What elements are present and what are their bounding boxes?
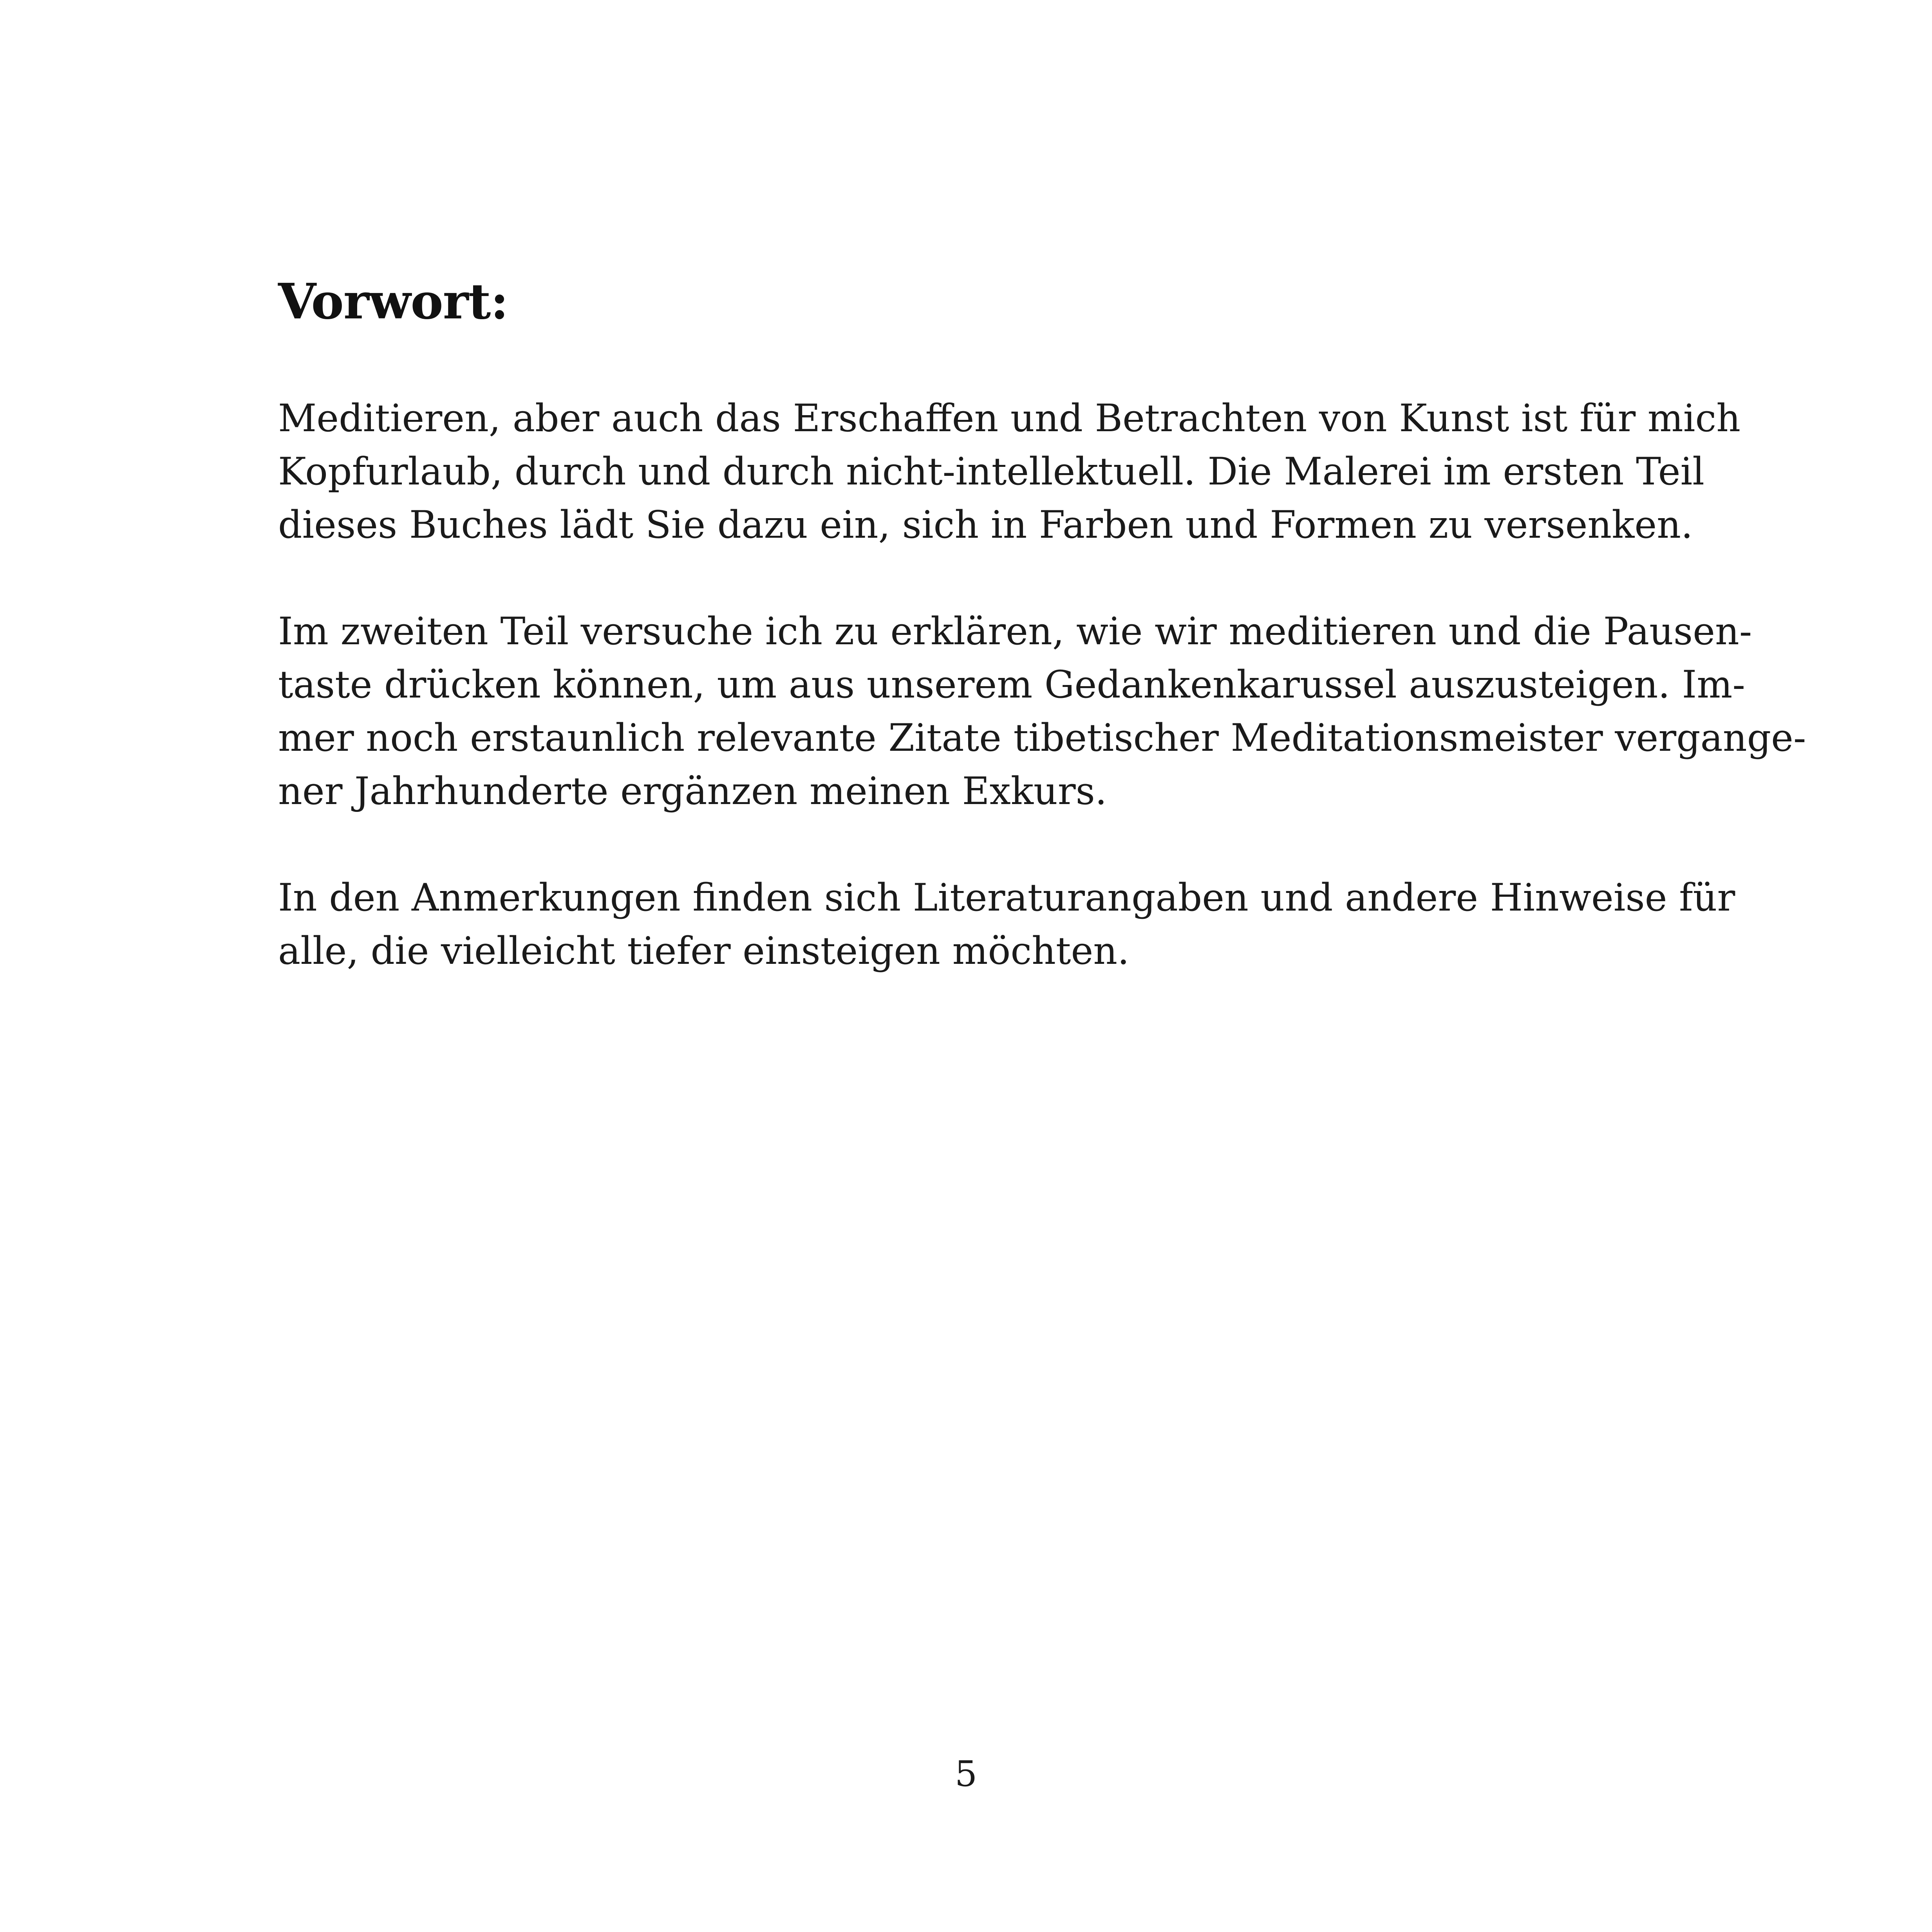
text-line: taste drücken können, um aus unserem Gedankenkarussel auszusteigen. Im- [278,663,1745,707]
page-content [278,270,1806,1031]
text-line: Kopfurlaub, durch und durch nicht-intellektuell. Die Malerei im ersten Teil [278,450,1704,493]
paragraph-1 [278,392,1741,551]
page-number: 5 [954,1753,978,1795]
text-line: ner Jahrhunderte ergänzen meinen Exkurs. [278,769,1107,813]
text-line: Im zweiten Teil versuche ich zu erklären, wie wir meditieren und die Pausen- [278,609,1752,653]
text-line: In den Anmerkungen finden sich Literaturangaben und andere Hinweise für [278,876,1735,920]
paragraph-3 [278,871,1735,978]
paragraph-2 [278,605,1806,818]
text-line: mer noch erstaunlich relevante Zitate tibetischer Meditationsmeister vergange- [278,716,1806,760]
page-title: Vorwort: [278,273,508,330]
text-line: dieses Buches lädt Sie dazu ein, sich in Farben und Formen zu versenken. [278,503,1693,547]
text-line: alle, die vielleicht tiefer einsteigen möchten. [278,929,1130,973]
text-line: Meditieren, aber auch das Erschaffen und Betrachten von Kunst ist für mich [278,396,1741,440]
